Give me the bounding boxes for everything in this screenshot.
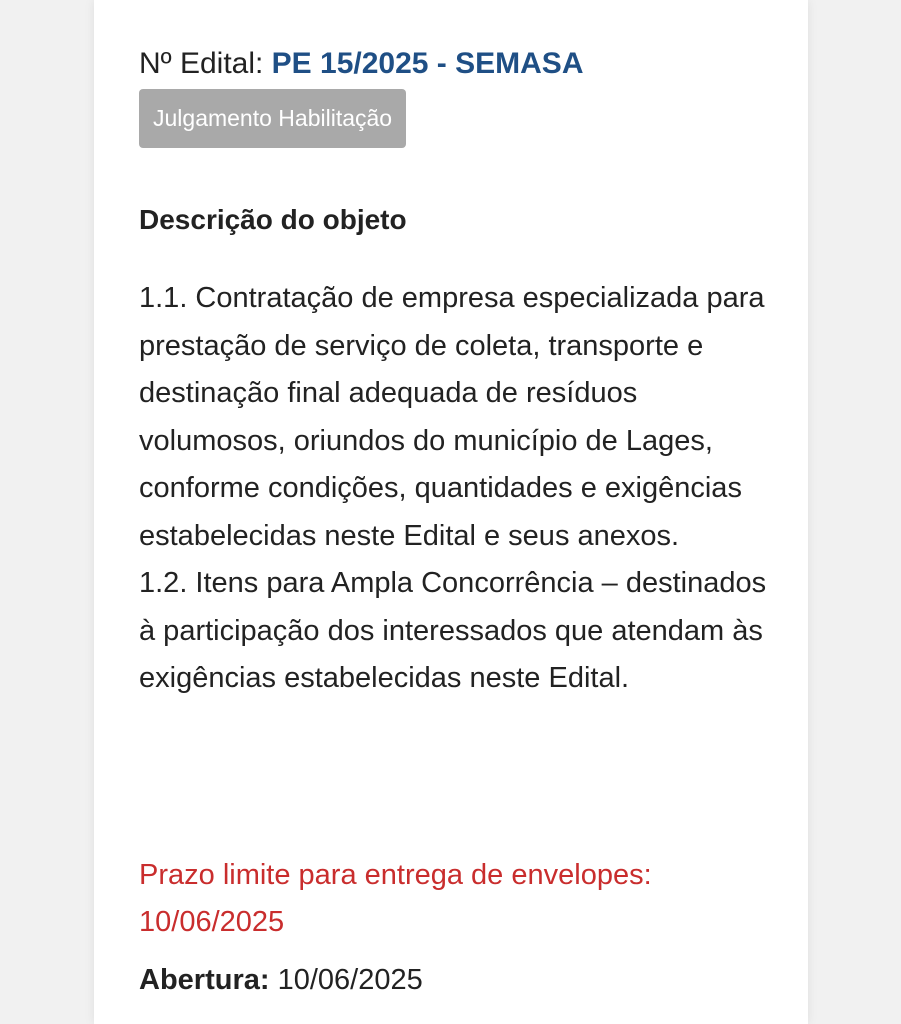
deadline-notice: [139, 852, 774, 946]
description-body: [139, 275, 774, 703]
edital-line: [139, 44, 583, 84]
description-paragraph-2: 1.2. Itens para Ampla Concorrência – destinados à participação dos interessados que atendam às exigências estabelecidas neste Edital.: [139, 567, 767, 694]
abertura-label: Abertura:: [139, 964, 278, 996]
description-paragraph-1: 1.1. Contratação de empresa especializada para prestação de serviço de coleta, transporte e destinação final adequada de resíduos volumosos, oriundos do município de Lages, conforme condições, quantidades e exigências estabelecidas neste Edital e seus anexos.: [139, 282, 765, 552]
deadline-date: 10/06/2025: [139, 906, 285, 938]
abertura-line: [139, 958, 423, 1002]
edital-number-link[interactable]: PE 15/2025 - SEMASA: [271, 47, 584, 80]
status-badge: Julgamento Habilitação: [139, 89, 406, 148]
abertura-date: 10/06/2025: [277, 964, 423, 996]
deadline-label: Prazo limite para entrega de envelopes:: [139, 859, 652, 891]
edital-label: Nº Edital:: [139, 47, 272, 80]
description-heading: Descrição do objeto: [139, 204, 407, 235]
bid-card: [94, 0, 808, 1024]
